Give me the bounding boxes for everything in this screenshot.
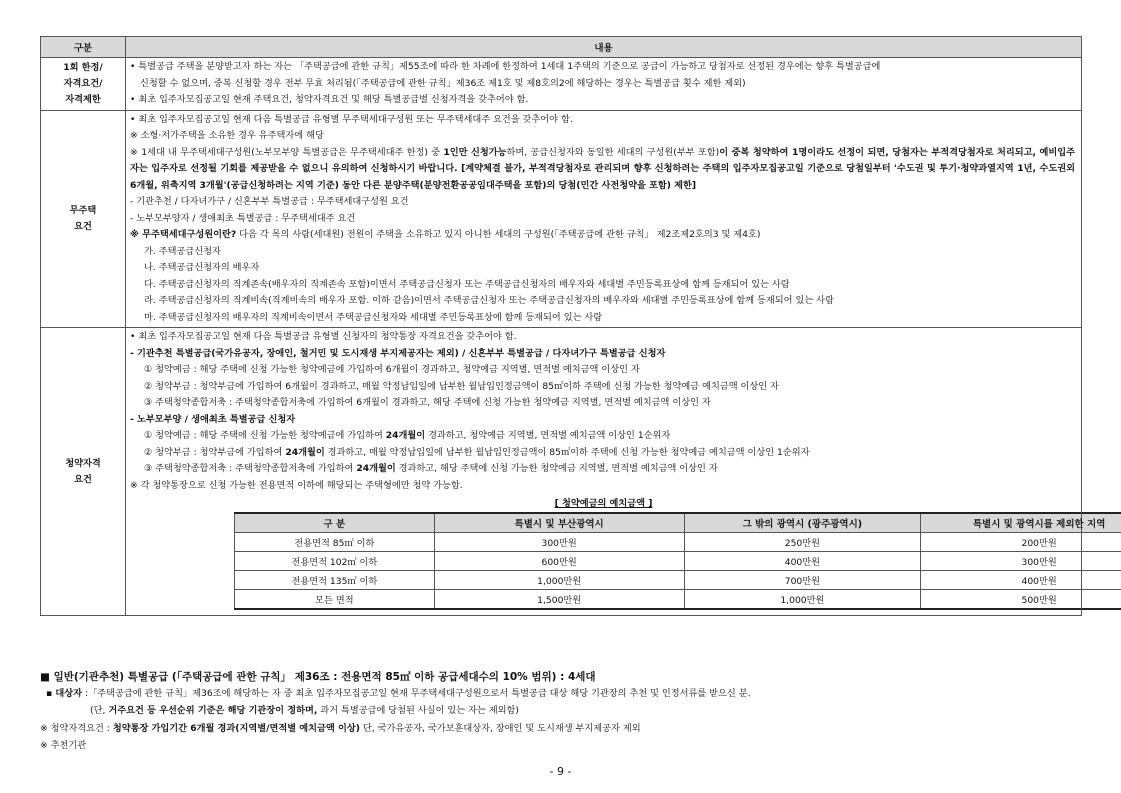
sub-g1-item-1: ① 청약예금 : 해당 주택에 신청 가능한 청약예금에 가입하여 6개월이 경과하고, 청약예금 지역별, 면적별 예치금액 이상인 자: [144, 364, 640, 375]
once-line-2: 신청할 수 없으며, 중복 신청할 경우 전부 무효 처리됨(「주택공급에 관한 규칙」제36조 제1호 및 제8호의2에 해당하는 경우는 특별공급 횟수 제한 제외): [140, 77, 746, 89]
table-header-row: [41, 37, 1082, 58]
eligibility-table: [40, 36, 1106, 616]
sub-g1-item-2: ② 청약부금 : 청약부금에 가입하여 6개월이 경과하고, 매월 약정납입일에 납부한 월납입인정금액이 85㎡이하 주택에 신청 가능한 청약예금 예치금액 이상인 자: [144, 380, 779, 392]
table-row: 전용면적 102㎡ 이하 600만원 400만원 300만원: [235, 552, 1121, 571]
nohouse-line-5: - 노부모부양자 / 생애최초 특별공급 : 무주택세대주 요건: [130, 212, 356, 224]
row-once-only: [41, 58, 1082, 111]
sub-g2-item-3: ③ 주택청약종합저축 : 주택청약종합저축에 가입하여 24개월이 경과하고, 해당 주택에 신청 가능한 청약예금 지역별, 면적별 예치금액 이상인 자: [144, 463, 718, 474]
deposit-header-seoul-busan: 특별시 및 부산광역시: [434, 513, 684, 533]
general-special-supply-section: [40, 668, 1090, 754]
sub-g2-item-1: ① 청약예금 : 해당 주택에 신청 가능한 청약예금에 가입하여 24개월이 경과하고, 청약예금 지역별, 면적별 예치금액 이상인 1순위자: [144, 430, 671, 441]
nohouse-duplicate-note: ※ 1세대 내 무주택세대구성원(노부모부양 특별공급은 무주택세대주 한정) 중 1인만 신청가능하며, 공급신청자와 동일한 세대의 구성원(부부 포함)이 중복 청약하여 1명이라도 선정이 되면, 당첨자는 부적격당첨자로 처리되고, 예비입주자는 입주자로 선정될 기회를 제공받을 수 없으니 유의하여 신청하시기 바랍니다. [계약체결 불가, 부적격당첨자로 관리되며 향후 신청하려는 주택의 입주자모집공고일 기준으로 당첨일부터 '수도권 및 투기·청약과열지역 1년, 수도권외 6개월, 위축지역 3개월'(공급신청하려는 지역 기준) 동안 다른 분양주택(분양전환공공임대주택을 포함)의 당첨(민간 사전청약을 포함) 제한]: [130, 146, 1075, 191]
nohouse-definition: ※ 무주택세대구성원이란? 다음 각 목의 사람(세대원) 전원이 주택을 소유하고 있지 아니한 세대의 구성원(「주택공급에 관한 규칙」 제2조제2호의3 및 제4호): [130, 229, 761, 240]
qualification-line: ※ 청약자격요건 : 청약통장 가입기간 6개월 경과(지역별/면적별 예치금액 이상) 단, 국가유공자, 국가보훈대상자, 장애인 및 도시재생 부지제공자 제외: [40, 723, 641, 734]
nohouse-line-2: ※ 소형·저가주택을 소유한 경우 유주택자에 해당: [130, 130, 324, 141]
row-once-only-content: [126, 58, 1082, 111]
nohouse-item-ga: 가. 주택공급신청자: [144, 245, 221, 257]
deposit-header-category: 구 분: [235, 513, 435, 533]
nohouse-line-1: • 최초 입주자모집공고일 현재 다음 특별공급 유형별 무주택세대구성원 또는 무주택세대주 요건을 갖추어야 함.: [130, 113, 573, 125]
deposit-header-row: [235, 513, 1121, 533]
sub-note: ※ 각 청약통장으로 신청 가능한 전용면적 이하에 해당되는 주택형에만 청약 가능함.: [130, 479, 463, 491]
once-line-3: • 최초 입주자모집공고일 현재 주택요건, 청약자격요건 및 해당 특별공급별 신청자격을 갖추어야 함.: [130, 94, 529, 105]
sub-line-1: • 최초 입주자모집공고일 현재 다음 특별공급 유형별 신청자의 청약통장 자격요건을 갖추어야 함.: [130, 331, 517, 342]
header-category: 구분: [41, 37, 126, 58]
table-row: 전용면적 135㎡ 이하 1,000만원 700만원 400만원: [235, 571, 1121, 590]
row-subscription-content: [126, 328, 1106, 616]
deposit-header-other-metro: 그 밖의 광역시 (광주광역시): [684, 513, 921, 533]
once-line-1: • 특별공급 주택을 분양받고자 하는 자는 「주택공급에 관한 규칙」제55조에 따라 한 차례에 한정하여 1세대 1주택의 기준으로 공급이 가능하고 당첨자로 선정된 경우에는 향후 특별공급에: [130, 61, 881, 72]
row-no-house-label: 무주택 요건: [41, 110, 126, 328]
section-title: ■ 일반(기관추천) 특별공급 (「주택공급에 관한 규칙」 제36조 : 전용면적 85㎡ 이하 공급세대수의 10% 범위) : 4세대: [40, 671, 596, 683]
header-content: 내용: [126, 37, 1082, 58]
row-no-house: [41, 110, 1082, 328]
deposit-table: [234, 512, 1121, 610]
target-line: ▪ 대상자 :「주택공급에 관한 규칙」제36조에 해당하는 자 중 최초 입주자모집공고일 현재 무주택세대구성원으로서 특별공급 대상 해당 기관장의 추천 및 인정서류를 받으신 분.: [46, 688, 751, 699]
table-row: 모든 면적 1,500만원 1,000만원 500만원: [235, 590, 1121, 610]
sub-g1-item-3: ③ 주택청약종합저축 : 주택청약종합저축에 가입하여 6개월이 경과하고, 해당 주택에 신청 가능한 청약예금 지역별, 면적별 예치금액 이상인 자: [144, 397, 711, 408]
recommend-line: ※ 추천기관: [40, 739, 87, 751]
nohouse-item-na: 나. 주택공급신청자의 배우자: [144, 262, 260, 273]
row-once-only-label: 1회 한정/ 자격요건/ 자격제한: [41, 58, 126, 111]
nohouse-item-ma: 마. 주택공급신청자의 배우자의 직계비속이면서 주택공급신청자와 세대별 주민등록표상에 함께 등재되어 있는 사람: [144, 311, 603, 323]
sub-g2-item-2: ② 청약부금 : 청약부금에 가입하여 24개월이 경과하고, 매월 약정납입일에 납부한 월납입인정금액이 85㎡이하 주택에 신청 가능한 청약예금 예치금액 이상인 1순위자: [144, 446, 810, 458]
sub-head-1: - 기관추천 특별공급(국가유공자, 장애인, 철거민 및 도시재생 부지제공자는 제외) / 신혼부부 특별공급 / 다자녀가구 특별공급 신청자: [130, 347, 666, 359]
row-subscription-label: 청약자격 요건: [41, 328, 126, 616]
nohouse-item-da: 다. 주택공급신청자의 직계존속(배우자의 직계존속 포함)이면서 주택공급신청자 또는 주택공급신청자의 배우자와 세대별 주민등록표상에 함께 등재되어 있는 사람: [144, 278, 790, 290]
table-row: 전용면적 85㎡ 이하 300만원 250만원 200만원: [235, 533, 1121, 552]
row-subscription: [41, 328, 1082, 616]
target-sub-line: (단, 거주요건 등 우선순위 기준은 해당 기관장이 정하며, 과거 특별공급에 당첨된 사실이 있는 자는 제외함): [90, 704, 519, 716]
row-no-house-content: [126, 110, 1082, 328]
deposit-table-title: [ 청약예금의 예치금액 ]: [554, 498, 653, 509]
sub-head-2: - 노부모부양 / 생애최초 특별공급 신청자: [130, 413, 296, 425]
page-number: - 9 -: [549, 765, 572, 778]
deposit-header-other-region: 특별시 및 광역시를 제외한 지역: [921, 513, 1121, 533]
nohouse-line-4: - 기관추천 / 다자녀가구 / 신혼부부 특별공급 : 무주택세대구성원 요건: [130, 196, 409, 207]
nohouse-item-ra: 라. 주택공급신청자의 직계비속(직계비속의 배우자 포함. 이하 같음)이면서 주택공급신청자 또는 주택공급신청자의 배우자와 세대별 주민등록표상에 함께 등재되어 있는 사람: [144, 295, 834, 306]
